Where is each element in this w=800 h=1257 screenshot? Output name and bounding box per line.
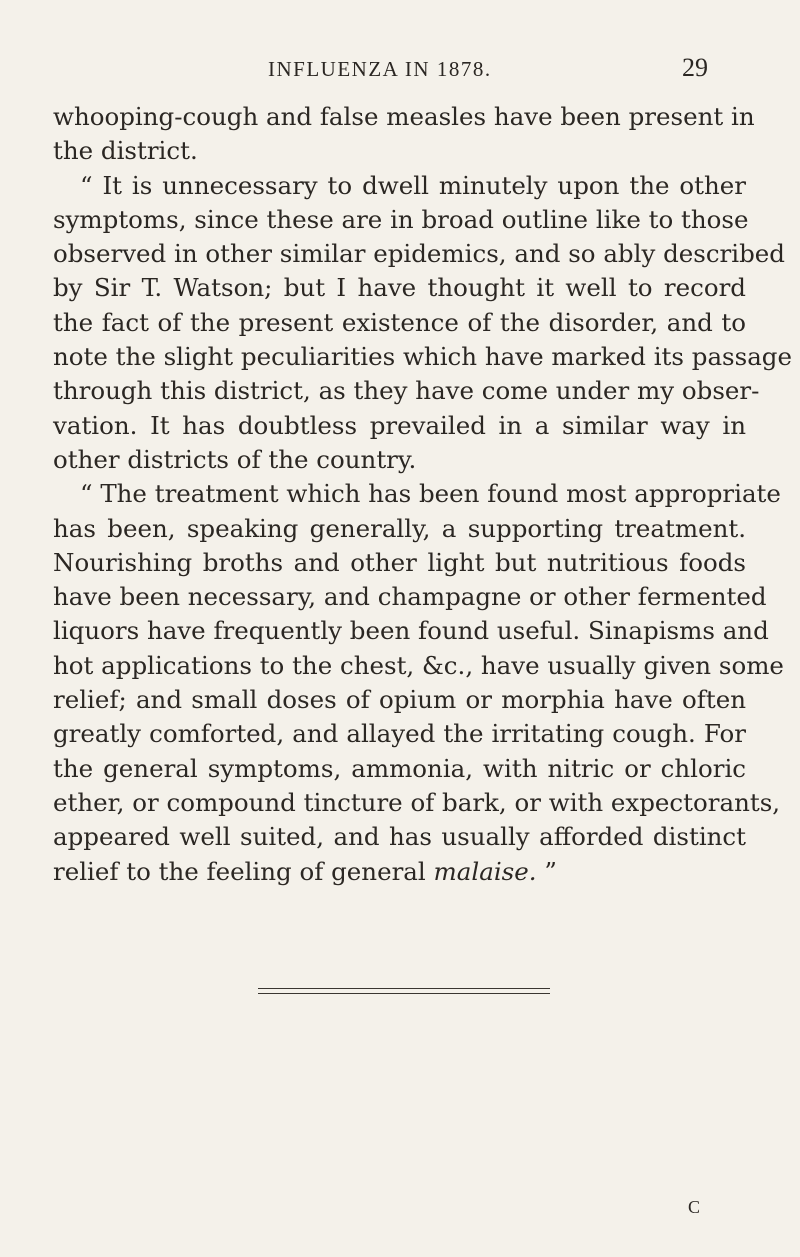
text-line: “ It is unnecessary to dwell minutely upon the other	[80, 170, 746, 200]
final-text-line	[53, 855, 746, 889]
text-line: Nourishing broths and other light but nutritious foods	[53, 547, 746, 577]
text-line: hot applications to the chest, &c., have usually given some	[53, 650, 784, 680]
text-line: observed in other similar epidemics, and so ably described	[53, 239, 785, 269]
text-line: note the slight peculiarities which have marked its passage	[53, 342, 792, 372]
signature-mark: C	[687, 1197, 700, 1217]
text-line: whooping-cough and false measles have been present in	[53, 102, 755, 131]
text-line: the general symptoms, ammonia, with nitric or chloric	[53, 753, 746, 783]
text-line: appeared well suited, and has usually afforded distinct	[53, 822, 746, 852]
running-head	[268, 57, 492, 82]
text-line: other districts of the country.	[53, 444, 417, 474]
end-rule-top	[258, 988, 550, 989]
text-line: the fact of the present existence of the disorder, and to	[53, 307, 746, 337]
text-line: through this district, as they have come under my obser-	[53, 376, 760, 406]
text-line: symptoms, since these are in broad outline like to those	[53, 204, 749, 234]
text-line: greatly comforted, and allayed the irritating cough. For	[53, 719, 746, 749]
text-line: vation. It has doubtless prevailed in a similar way in	[53, 410, 746, 440]
running-head-text: INFLUENZA IN 1878.	[268, 57, 492, 81]
text-line: ether, or compound tincture of bark, or with expectorants,	[53, 787, 781, 817]
text-line: the district.	[53, 136, 198, 166]
end-rule-bottom	[258, 993, 550, 994]
text-line: “ The treatment which has been found most appropriate	[80, 479, 781, 509]
italic-word: malaise.	[433, 856, 537, 886]
text-line: relief; and small doses of opium or morphia have often	[53, 685, 746, 715]
text-line: has been, speaking generally, a supporting treatment.	[53, 513, 746, 543]
page-header	[0, 53, 800, 87]
text-line: liquors have frequently been found useful. Sinapisms and	[53, 616, 769, 646]
page-number: 29	[682, 53, 708, 82]
text-line: relief to the feeling of general	[53, 856, 426, 886]
text-line: by Sir T. Watson; but I have thought it well to record	[53, 273, 746, 303]
text-line: have been necessary, and champagne or other fermented	[53, 582, 767, 612]
body-text	[53, 100, 792, 889]
closing-quote: ”	[536, 856, 557, 886]
